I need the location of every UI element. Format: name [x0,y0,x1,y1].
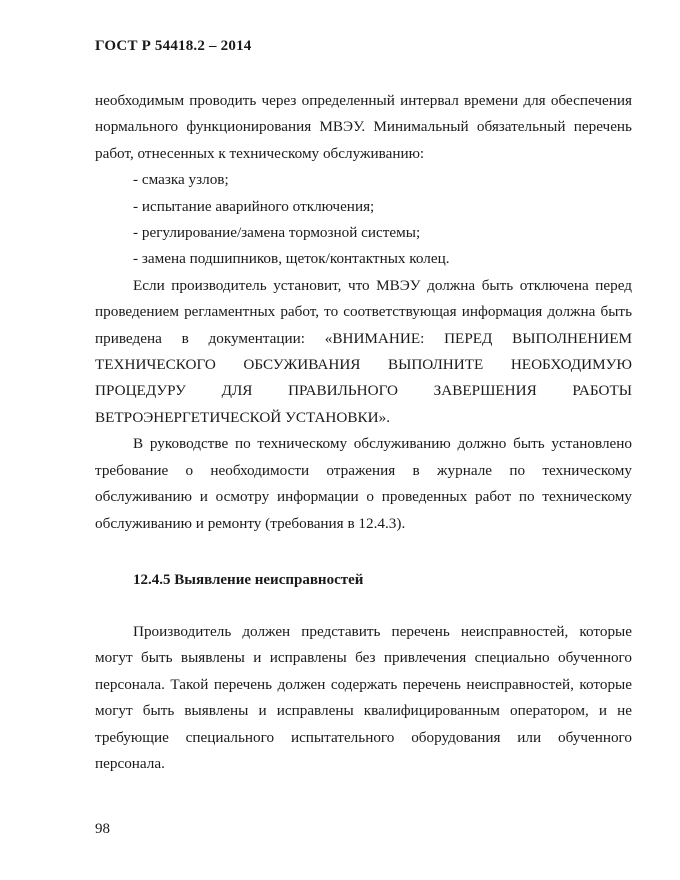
maintenance-log-paragraph: В руководстве по техническому обслуживанию должно быть установлено требование о необходимости отражения в журнале по техническому обслуживанию и осмотру информации о проведенных работ по техническому обслуживанию и ремонту (требования в 12.4.3). [95,435,632,532]
section-heading: 12.4.5 Выявление неисправностей [133,572,364,588]
list-item: - испытание аварийного отключения; [133,197,375,215]
section-text-block [95,619,632,777]
main-text-block [95,88,632,537]
warning-paragraph: Если производитель установит, что МВЭУ должна быть отключена перед проведением регламентных работ, то соответствующая информация должна быть приведена в документации: «ВНИМАНИЕ: ПЕРЕД ВЫПОЛНЕНИЕМ ТЕХНИЧЕСКОГО ОБСУЖИВАНИЯ ВЫПОЛНИТЕ НЕОБХОДИМУЮ ПРОЦЕДУРУ ДЛЯ ПРАВИЛЬНОГО ЗАВЕРШЕНИЯ РАБОТЫ ВЕТРОЭНЕРГЕТИЧЕСКОЙ УСТАНОВКИ». [95,276,632,426]
list-item: - смазка узлов; [133,171,229,189]
intro-paragraph: необходимым проводить через определенный интервал времени для обеспечения нормального функционирования МВЭУ. Минимальный обязательный перечень работ, отнесенных к техническому обслуживанию: [95,92,632,162]
list-item: - регулирование/замена тормозной системы; [133,224,421,242]
list-item: - замена подшипников, щеток/контактных колец. [133,250,450,268]
page-number: 98 [95,821,110,837]
faults-paragraph: Производитель должен представить перечень неисправностей, которые могут быть выявлены и исправлены без привлечения специально обученного персонала. Такой перечень должен содержать перечень неисправностей, которые могут быть выявлены и исправлены квалифицированным оператором, и не требующие специального испытательного оборудования или обученного персонала. [95,623,632,773]
document-header: ГОСТ Р 54418.2 – 2014 [95,38,252,54]
